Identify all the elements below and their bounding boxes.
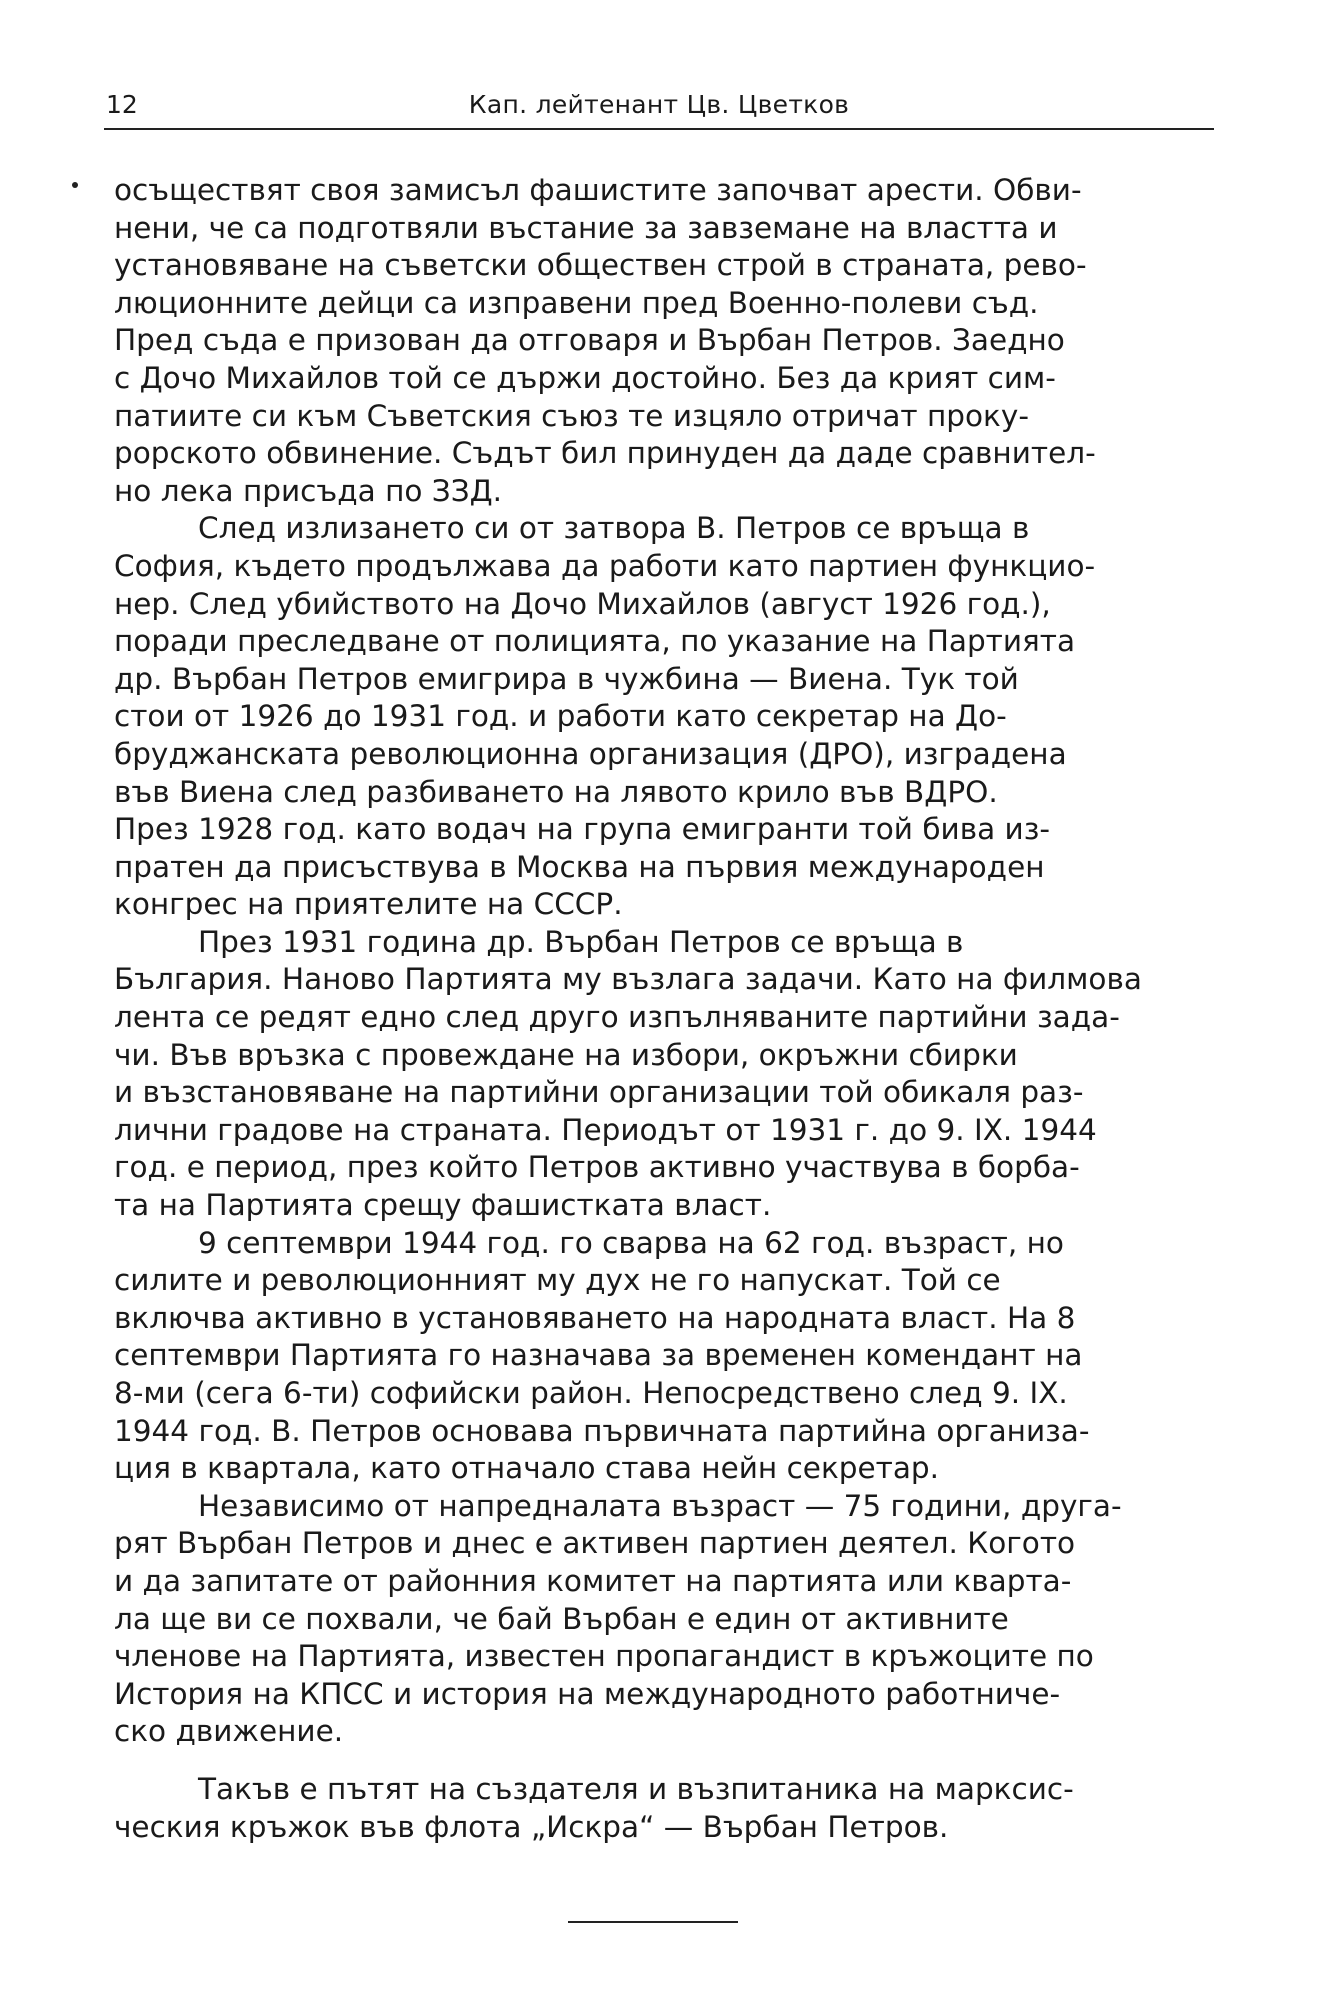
text-line: чи. Във връзка с провеждане на избори, окръжни сбирки [114,1037,1018,1072]
text-line: конгрес на приятелите на СССР. [114,887,623,922]
paragraph [114,172,1194,510]
text-line: патиите си към Съветския съюз те изцяло отричат проку- [114,398,1029,433]
running-title: Кап. лейтенант Цв. Цветков [468,90,850,119]
text-line: 8-ми (сега 6-ти) софийски район. Непосредствено след 9. IX. [114,1376,1068,1410]
text-line: рят Върбан Петров и днес е активен партиен деятел. Когото [114,1526,1076,1561]
text-line: стои от 1926 до 1931 год. и работи като секретар на До- [114,699,1007,734]
text-line: Такъв е пътят на създателя и възпитаника на марксис- [198,1771,1074,1806]
text-line: 9 септември 1944 год. го сварва на 62 год. възраст, но [198,1225,1064,1260]
text-line: др. Върбан Петров емигрира в чужбина — Виена. Тук той [114,661,1019,696]
text-line: След излизането си от затвора В. Петров се връща в [198,511,1030,546]
text-line: лични градове на страната. Периодът от 1931 г. до 9. IX. 1944 [114,1112,1097,1147]
text-line: осъществят своя замисъл фашистите започват арести. Обви- [114,173,1082,207]
paragraph [114,1225,1194,1488]
text-line: и възстановяване на партийни организации той обикаля раз- [114,1075,1084,1110]
paragraph [114,510,1194,924]
text-line: лента се редят едно след друго изпълняваните партийни зада- [114,1000,1120,1035]
text-line: София, където продължава да работи като партиен функцио- [114,548,1096,583]
text-line: рорското обвинение. Съдът бил принуден да даде сравнител- [114,436,1096,471]
paragraph [114,1771,1194,1846]
text-line: септември Партията го назначава за временен комендант на [114,1338,1083,1373]
body-text [114,172,1194,1846]
text-line: ско движение. [114,1714,344,1749]
text-line: люционните дейци са изправени пред Военно-полеви съд. [114,285,1039,320]
margin-mark [72,182,78,188]
text-line: установяване на съветски обществен строй в страната, рево- [114,248,1087,283]
text-line: България. Наново Партията му възлага задачи. Като на филмова [114,962,1142,997]
text-line: ла ще ви се похвали, че бай Върбан е един от активните [114,1601,1009,1636]
text-line: та на Партията срещу фашистката власт. [114,1188,772,1223]
text-line: Пред съда е призован да отговаря и Върбан Петров. Заедно [114,323,1065,358]
text-line: и да запитате от районния комитет на партията или кварта- [114,1563,1072,1598]
paragraph [114,924,1194,1225]
text-line: История на КПСС и история на международното работниче- [114,1676,1061,1711]
text-line: 1944 год. В. Петров основава първичната партийна организа- [114,1413,1090,1448]
text-line: поради преследване от полицията, по указание на Партията [114,624,1076,659]
text-line: с Дочо Михайлов той се държи достойно. Без да крият сим- [114,360,1056,395]
text-line: но лека присъда по ЗЗД. [114,473,503,508]
paragraph [114,1488,1194,1751]
page-number: 12 [106,90,138,119]
text-line: ция в квартала, като отначало става нейн секретар. [114,1451,940,1486]
text-line: включва активно в установяването на народната власт. На 8 [114,1300,1076,1335]
text-line: Независимо от напредналата възраст — 75 години, друга- [198,1488,1122,1523]
text-line: През 1928 год. като водач на група емигранти той бива из- [114,812,1051,847]
text-line: год. е период, през който Петров активно участвува в борба- [114,1150,1080,1185]
text-line: През 1931 година др. Върбан Петров се връща в [198,924,964,959]
text-line: във Виена след разбиването на лявото крило във ВДРО. [114,774,998,809]
text-line: силите и революционният му дух не го напускат. Той се [114,1263,1001,1298]
text-line: нени, че са подготвяли въстание за завземане на властта и [114,210,1058,245]
text-line: бруджанската революционна организация (ДРО), изградена [114,736,1067,771]
text-line: ческия кръжок във флота „Искра“ — Върбан Петров. [114,1809,949,1844]
text-line: нер. След убийството на Дочо Михайлов (август 1926 год.), [114,586,1051,621]
text-line: пратен да присъствува в Москва на първия международен [114,849,1045,884]
text-line: членове на Партията, известен пропагандист в кръжоците по [114,1639,1094,1674]
page-header [104,86,1214,130]
end-rule [568,1921,738,1923]
